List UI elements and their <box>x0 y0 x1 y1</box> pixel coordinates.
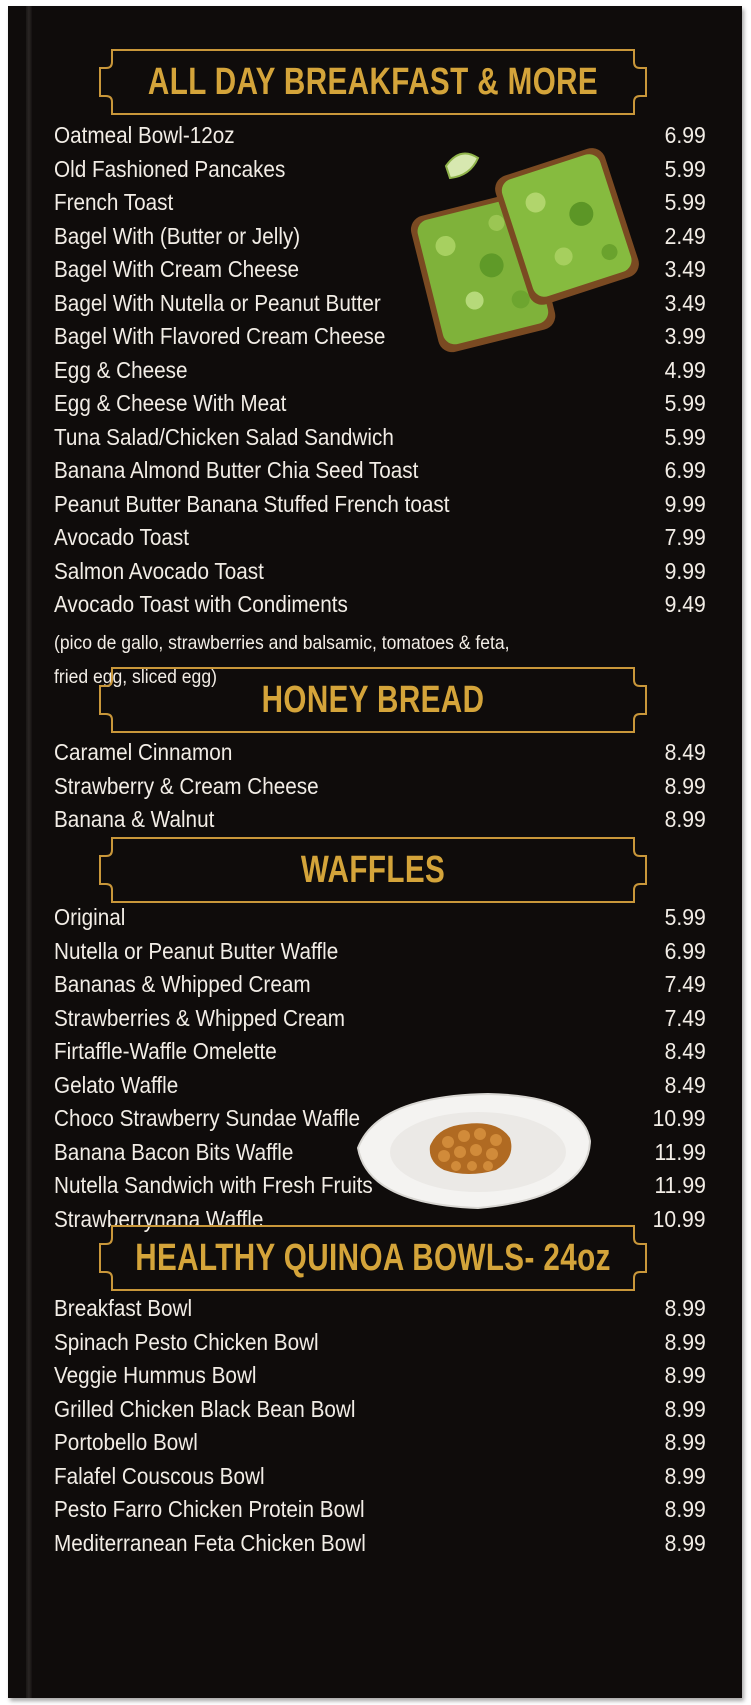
quinoa-bowls-item-list <box>54 1292 706 1560</box>
page-fold-edge <box>26 6 32 1698</box>
item-price: 8.99 <box>664 1328 706 1355</box>
menu-item <box>54 1493 706 1527</box>
item-price: 5.99 <box>664 155 706 182</box>
item-name: Tuna Salad/Chicken Salad Sandwich <box>54 423 394 450</box>
menu-item <box>54 588 706 622</box>
menu-item <box>54 1359 706 1393</box>
section-title: ALL DAY BREAKFAST & MORE <box>147 60 599 103</box>
item-price: 6.99 <box>664 937 706 964</box>
section-banner-waffles <box>98 836 648 904</box>
item-name: Avocado Toast with Condiments <box>54 591 348 618</box>
avocado-toast-photo <box>408 136 648 356</box>
item-name: Salmon Avocado Toast <box>54 557 264 584</box>
item-price: 3.49 <box>664 289 706 316</box>
item-price: 10.99 <box>653 1105 706 1132</box>
item-name: Bagel With (Butter or Jelly) <box>54 222 301 249</box>
item-name: Bagel With Flavored Cream Cheese <box>54 323 386 350</box>
item-price: 8.49 <box>664 1071 706 1098</box>
section-banner-honey-bread <box>98 666 648 734</box>
item-price: 2.49 <box>664 222 706 249</box>
item-name: Choco Strawberry Sundae Waffle <box>54 1105 361 1132</box>
item-price: 9.99 <box>664 557 706 584</box>
menu-item <box>54 488 706 522</box>
item-name: Grilled Chicken Black Bean Bowl <box>54 1395 356 1422</box>
item-price: 8.49 <box>664 739 706 766</box>
menu-item <box>54 803 706 837</box>
item-price: 9.49 <box>664 591 706 618</box>
section-title: HEALTHY QUINOA BOWLS- 24oz <box>135 1236 611 1279</box>
item-price: 4.99 <box>664 356 706 383</box>
menu-item <box>54 387 706 421</box>
menu-item <box>54 1527 706 1561</box>
item-price: 8.99 <box>664 806 706 833</box>
item-name: Bagel With Nutella or Peanut Butter <box>54 289 381 316</box>
section-title: HONEY BREAD <box>261 678 485 721</box>
item-price: 8.99 <box>664 772 706 799</box>
item-price: 3.49 <box>664 256 706 283</box>
menu-item <box>54 770 706 804</box>
item-price: 5.99 <box>664 189 706 216</box>
menu-board <box>8 6 742 1698</box>
section-title: WAFFLES <box>300 848 446 891</box>
item-price: 7.49 <box>664 971 706 998</box>
item-name: Firtaffle-Waffle Omelette <box>54 1038 277 1065</box>
item-name: Original <box>54 904 126 931</box>
item-name: Falafel Couscous Bowl <box>54 1462 265 1489</box>
menu-item <box>54 901 706 935</box>
item-name: Bagel With Cream Cheese <box>54 256 300 283</box>
item-price: 5.99 <box>664 423 706 450</box>
item-name: Strawberrynana Waffle <box>54 1205 264 1232</box>
note-line: fried egg, sliced egg) <box>54 666 217 688</box>
menu-item <box>54 1393 706 1427</box>
item-name: Veggie Hummus Bowl <box>54 1362 257 1389</box>
menu-item <box>54 555 706 589</box>
item-name: Spinach Pesto Chicken Bowl <box>54 1328 319 1355</box>
menu-item <box>54 454 706 488</box>
item-price: 5.99 <box>664 390 706 417</box>
item-price: 7.49 <box>664 1004 706 1031</box>
item-price: 8.99 <box>664 1362 706 1389</box>
item-price: 6.99 <box>664 457 706 484</box>
note-line: (pico de gallo, strawberries and balsamic, tomatoes & feta, <box>54 632 510 654</box>
menu-item <box>54 1426 706 1460</box>
item-name: Oatmeal Bowl-12oz <box>54 122 235 149</box>
item-name: Banana Bacon Bits Waffle <box>54 1138 294 1165</box>
menu-item <box>54 354 706 388</box>
item-price: 8.49 <box>664 1038 706 1065</box>
item-name: Egg & Cheese <box>54 356 188 383</box>
item-name: Banana Almond Butter Chia Seed Toast <box>54 457 419 484</box>
item-price: 11.99 <box>654 1138 706 1165</box>
item-price: 7.99 <box>664 524 706 551</box>
item-name: French Toast <box>54 189 174 216</box>
item-price: 10.99 <box>653 1205 706 1232</box>
item-price: 8.99 <box>664 1496 706 1523</box>
honey-bread-item-list <box>54 736 706 837</box>
item-name: Nutella Sandwich with Fresh Fruits <box>54 1172 373 1199</box>
item-name: Pesto Farro Chicken Protein Bowl <box>54 1496 365 1523</box>
item-name: Gelato Waffle <box>54 1071 179 1098</box>
menu-item <box>54 968 706 1002</box>
menu-item <box>54 421 706 455</box>
item-price: 9.99 <box>664 490 706 517</box>
menu-item <box>54 1326 706 1360</box>
item-name: Strawberry & Cream Cheese <box>54 772 319 799</box>
item-name: Portobello Bowl <box>54 1429 198 1456</box>
menu-item <box>54 1035 706 1069</box>
menu-item <box>54 736 706 770</box>
item-name: Nutella or Peanut Butter Waffle <box>54 937 339 964</box>
item-name: Mediterranean Feta Chicken Bowl <box>54 1529 366 1556</box>
item-name: Avocado Toast <box>54 524 190 551</box>
section-banner-breakfast <box>98 48 648 116</box>
menu-item <box>54 1460 706 1494</box>
item-price: 3.99 <box>664 323 706 350</box>
item-name: Bananas & Whipped Cream <box>54 971 311 998</box>
item-price: 5.99 <box>664 904 706 931</box>
item-name: Breakfast Bowl <box>54 1295 193 1322</box>
item-price: 8.99 <box>664 1429 706 1456</box>
item-price: 8.99 <box>664 1529 706 1556</box>
item-name: Egg & Cheese With Meat <box>54 390 287 417</box>
item-price: 11.99 <box>654 1172 706 1199</box>
item-price: 6.99 <box>664 122 706 149</box>
menu-item <box>54 935 706 969</box>
section-banner-quinoa-bowls <box>98 1224 648 1292</box>
item-price: 8.99 <box>664 1295 706 1322</box>
item-price: 8.99 <box>664 1395 706 1422</box>
item-name: Old Fashioned Pancakes <box>54 155 286 182</box>
item-price: 8.99 <box>664 1462 706 1489</box>
menu-item <box>54 521 706 555</box>
item-name: Banana & Walnut <box>54 806 215 833</box>
item-name: Strawberries & Whipped Cream <box>54 1004 346 1031</box>
item-name: Caramel Cinnamon <box>54 739 233 766</box>
menu-item <box>54 1292 706 1326</box>
waffle-plate-photo <box>348 1086 598 1216</box>
menu-item <box>54 1002 706 1036</box>
item-name: Peanut Butter Banana Stuffed French toast <box>54 490 450 517</box>
